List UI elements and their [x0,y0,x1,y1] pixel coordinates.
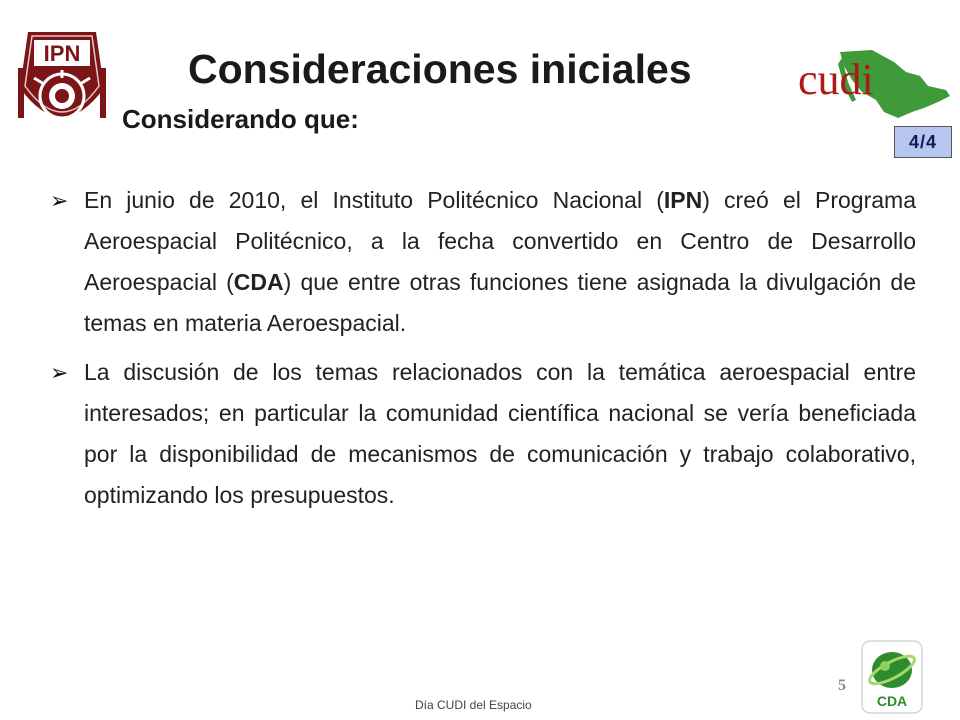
page-number: 5 [838,677,846,694]
slide-counter-badge: 4/4 [894,126,952,158]
arrow-bullet-icon: ➢ [50,360,69,385]
bullet-list [50,180,916,524]
cda-logo [861,640,923,714]
ipn-seal-icon [14,28,110,146]
page-title: Consideraciones iniciales [188,46,692,92]
arrow-bullet-icon: ➢ [50,188,69,213]
mexico-map-icon [796,42,952,126]
ipn-logo [14,28,110,146]
svg-text:CDA: CDA [876,693,908,709]
cudi-logo [796,42,952,126]
svg-text:cudi: cudi [798,55,874,104]
footer-text: Día CUDI del Espacio [415,698,532,712]
page-subtitle: Considerando que: [122,104,359,134]
bullet-item: ➢ En junio de 2010, el Instituto Politécnico Nacional (IPN) creó el Programa Aeroespacial Politécnico, a la fecha convertido en Centro de Desarrollo Aeroespacial (CDA) que entre otras funciones tiene asignada la divulgación de temas en materia Aeroespacial. [50,180,916,344]
bullet-item: ➢ La discusión de los temas relacionados con la temática aeroespacial entre interesados; en particular la comunidad científica nacional se vería beneficiada por la disponibilidad de mecanismos de comunicación y trabajo colaborativo, optimizando los presupuestos. [50,352,916,516]
cda-logo-icon [861,640,923,714]
svg-text:IPN: IPN [43,41,81,66]
